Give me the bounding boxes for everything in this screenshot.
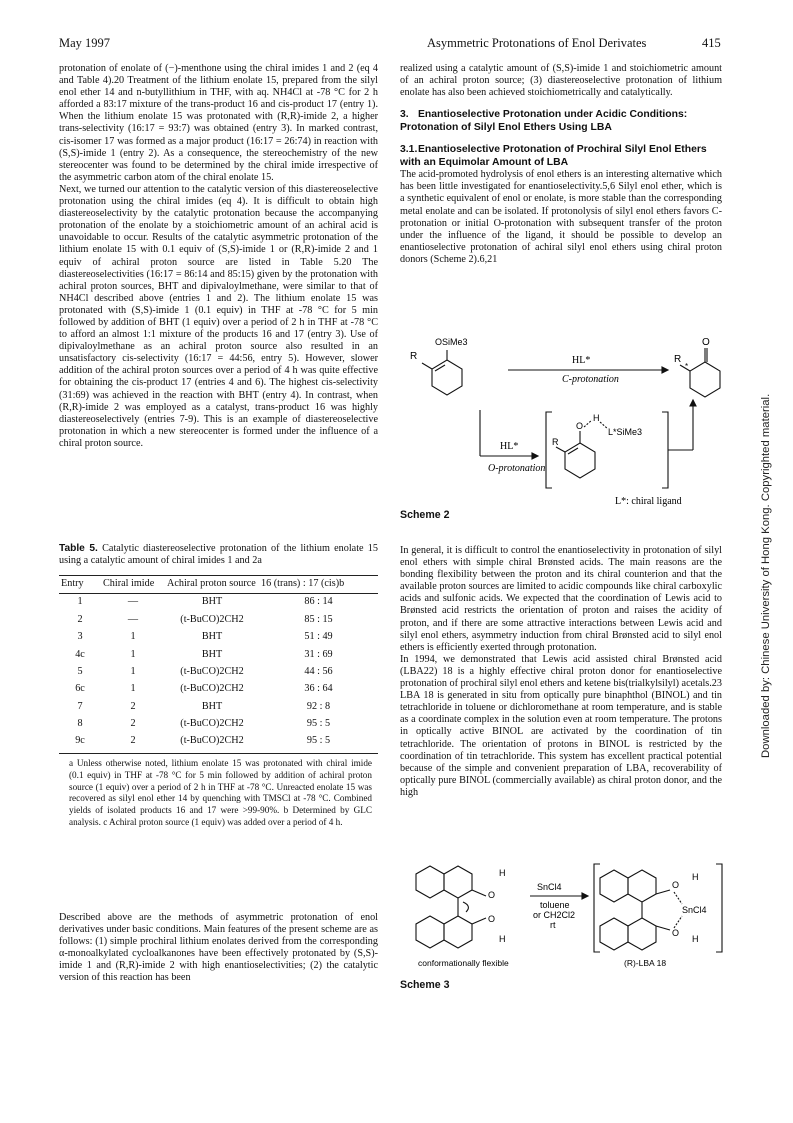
table-cell: BHT: [201, 648, 223, 660]
o-label: O: [702, 337, 710, 348]
running-header-title: Asymmetric Protonations of Enol Derivates: [427, 36, 647, 50]
o-label: O: [672, 880, 680, 890]
table-cell: 4c: [75, 648, 85, 660]
table-cell: 44 : 56: [304, 665, 333, 677]
table-row: [59, 681, 378, 698]
table-cell: —: [127, 613, 139, 625]
table-cell: 1: [130, 648, 136, 660]
table: [59, 575, 378, 754]
section-heading-3: 3. Enantioselective Protonation under Acidic Conditions: Protonation of Silyl Enol Ethers Using LBA: [400, 109, 688, 134]
table-row: [59, 646, 378, 663]
h-label: H: [499, 868, 506, 878]
r-label: R: [552, 437, 559, 447]
body-paragraph: realized using a catalytic amount of (S,S)-imide 1 and stoichiometric amount of an achiral proton source; (3) diastereoselective protonation of lithium enolate has also been achieved stoichiometrically and catalytically.: [400, 63, 722, 99]
table-cell: BHT: [201, 700, 223, 712]
table-cell: 8: [77, 718, 83, 730]
table-cell: 2: [130, 718, 136, 730]
table-cell: 6c: [75, 683, 85, 695]
o-label: O: [488, 914, 496, 924]
sncl4-label: SnCl4: [682, 905, 707, 915]
right-column-top: [400, 63, 722, 266]
naphthalene-ring: [416, 866, 444, 898]
right-column-bottom: [400, 545, 722, 799]
download-watermark: Downloaded by: Chinese University of Hong Kong. Copyrighted material.: [760, 393, 772, 758]
table-cell: BHT: [201, 596, 223, 608]
table-cell: —: [127, 596, 139, 608]
table-cell: 85 : 15: [304, 613, 333, 625]
condition-label: rt: [550, 920, 556, 930]
cyclohexene-ring: [432, 360, 462, 395]
table-cell: BHT: [201, 631, 223, 643]
body-paragraph: In general, it is difficult to control the enantioselectivity in protonation of silyl enol ethers with simple chiral Brønsted acids. The main reasons are the bonding flexibility between the proton and its chiral counterion and that the available proton sources are limited to acidic compounds like chiral carboxylic acids and sulfonic acids. We expected that the coordination of Lewis acid to Brønsted acid restricts the orientation of proton and raises the acidity of proton, and if there are some attractive interactions between Lewis acid and silyl enol ethers, asymmetry induction from chiral Brønsted acid to silyl enol ethers is efficiently exerted through protonation.: [400, 545, 722, 653]
table-cell: 1: [130, 683, 136, 695]
table-cell: 31 : 69: [304, 648, 333, 660]
table-cell: (t-BuCO)2CH2: [180, 683, 244, 695]
section-heading-3-1: 3.1.Enantioselective Protonation of Prochiral Silyl Enol Ethers with an Equimolar Amount of LBA: [400, 144, 707, 169]
o-protonation-label: O-protonation: [488, 463, 546, 474]
r-label: R: [674, 354, 682, 365]
column-header: 16 (trans) : 17 (cis)b: [261, 578, 345, 590]
table-cell: 86 : 14: [304, 596, 333, 608]
table-cell: (t-BuCO)2CH2: [180, 718, 244, 730]
solvent-label: toluene: [540, 900, 570, 910]
column-header: Chiral imide: [103, 578, 155, 590]
body-paragraph: Next, we turned our attention to the catalytic version of this diastereoselective protonation using the chiral imides (eq 4). It is difficult to obtain high diastereoselectivity by the catalytic protonation because the accompanying protonation of the enolate by a stoichiometric amount of an achiral acid is unavoidable to occur. Results of the catalytic asymmetric protonation of the lithium enolate 15 with 0.1 equiv of (S,S)-imide 1 or (R,R)-imide 2 and 1 equiv of achiral proton source are listed in Table 5.20 The diastereoselectivities (16:17 = 86:14 and 85:15) given by the protonation with achiral proton sources, BHT and dipivaloylmethane, were similar to that of NH4Cl described above (entries 1 and 2). The lithium enolate 15 was protonated with (S,S)-imide 1 (0.1 equiv) in THF at -78 °C for 5 min followed by addition of BHT (1 equiv) over a period of 2 h in THF at -78 °C to afford an almost 1:1 mixture of the products 16 and 17 (entry 3). Use of dipivaloylmethane as an achiral proton source also resulted in an unsatisfactory cis-selectivity (16:17 = 44:56, entry 5). However, slower addition of the achiral proton sources over a period of 4 h was quite effective for obtaining the cis-product 17 (entries 4 and 6). The highest cis-selectivity (31:69) was achieved in the reaction with BHT (entry 4). In contrast, when (R,R)-imide 2 was employed as a catalyst, trans-product 16 was highly diastereoselectively (entries 7-9). This is an example of diastereoselective protonation in which a new stereocenter is formed under the influence of a chiral proton source.: [59, 183, 378, 449]
intermediate-ring: [565, 443, 595, 478]
table-cell: 95 : 5: [306, 718, 331, 730]
table-cell: (t-BuCO)2CH2: [180, 665, 244, 677]
h-label: H: [692, 872, 699, 882]
table-5: [59, 543, 378, 828]
o-label: O: [672, 928, 680, 938]
table-cell: (t-BuCO)2CH2: [165, 733, 259, 754]
running-header-date: May 1997: [59, 36, 111, 50]
right-caption: (R)-LBA 18: [624, 958, 667, 968]
table-row: [59, 593, 378, 611]
c-protonation-label: C-protonation: [562, 374, 619, 385]
cyclohexanone-ring: [690, 362, 720, 397]
scheme-2-label: Scheme 2: [400, 509, 450, 521]
left-column-bottom: [59, 912, 378, 985]
table-cell: 2: [77, 613, 83, 625]
body-paragraph: Described above are the methods of asymmetric protonation of enol derivatives under basic conditions. Main features of the present scheme are as follows: (1) simple prochiral lithium enolates derived from the corresponding α-monoalkylated cycloalkanones have been effectively protonated by (S,S)-imide 1 and (R,R)-imide 2 with high enantioselectivities; (2) the catalytic version of this reaction has been: [59, 912, 378, 984]
table-cell: 3: [77, 631, 83, 643]
chiral-ligand-legend: L*: chiral ligand: [615, 496, 682, 507]
reagent-label: HL*: [572, 355, 591, 366]
o-label: O: [576, 421, 584, 431]
table-cell: 1: [77, 596, 83, 608]
column-header: Entry: [61, 578, 84, 590]
table-row: [59, 663, 378, 680]
osime3-label: OSiMe3: [435, 337, 468, 347]
reagent-label: SnCl4: [537, 882, 562, 892]
h-label: H: [593, 413, 600, 423]
table-cell: 9c: [59, 733, 101, 754]
table-row: [59, 628, 378, 645]
left-column-top: [59, 63, 378, 450]
table-cell: 92 : 8: [306, 700, 331, 712]
left-caption: conformationally flexible: [418, 958, 509, 968]
solvent-label: or CH2Cl2: [533, 910, 576, 920]
body-paragraph: The acid-promoted hydrolysis of enol ethers is an interesting alternative which has been little investigated for enantioselectivity.5,6 Silyl enol ether, which is a synthetic equivalent of enol or enolate, is more stable than the corresponding metal enolate and can be isolated. If protonolysis of silyl enol ethers favors C-protonation or initial O-protonation with subsequent transfer of the proton under the influence of the ligand, it should be possible to develop an enantioselective protonation of achiral silyl enol ethers using chiral proton donors (Scheme 2).6,21: [400, 169, 722, 265]
page-number: 415: [702, 36, 721, 50]
table-cell: 7: [77, 700, 83, 712]
stereocenter-star: *: [685, 362, 689, 371]
table-row: [59, 733, 378, 754]
table-row: [59, 698, 378, 715]
table-cell: 51 : 49: [304, 631, 333, 643]
reagent-label: HL*: [500, 441, 519, 452]
l-sime3-label: L*SiMe3: [608, 427, 643, 437]
table-cell: 5: [77, 665, 83, 677]
scheme-3-label: Scheme 3: [400, 979, 450, 991]
column-header: Achiral proton source: [167, 578, 256, 590]
o-label: O: [488, 890, 496, 900]
body-paragraph: protonation of enolate of (−)-menthone using the chiral imides 1 and 2 (eq 4 and Table 4).20 Treatment of the lithium enolate 15, prepared from the silyl enol ether 14 and n-butyllithium in THF, with aq. NH4Cl at -78 °C for 2 h afforded a 83:17 mixture of the trans-product 16 and cis-product 17 (entry 1). When the lithium enolate 15 was protonated with (R,R)-imide 2, a higher trans-selectivity (16:17 = 93:7) was obtained (entry 3). In marked contrast, cis-isomer 17 was formed as a major product (16:17 = 26:74) in reaction with (S,S)-imide 1 (entry 2). As a consequence, the stereochemistry of the new stereocenter was found to be determined by the chiral imide irrespective of the asymmetric carbon atom of the chiral enolate 15.: [59, 63, 378, 183]
table-cell: 36 : 64: [304, 683, 333, 695]
r-label: R: [410, 351, 418, 362]
table-cell: 1: [130, 665, 136, 677]
body-paragraph: In 1994, we demonstrated that Lewis acid assisted chiral Brønsted acid (LBA22) 18 is a highly effective chiral proton donor for enantioselective protonation of prochiral silyl enol ethers and ketene bis(trialkylsilyl) acetals.23 LBA 18 is generated in situ from optically pure binaphthol (BINOL) and tin tetrachloride in toluene or dichloromethane at room temperature, and is stable as a coordinate complex in the solution even at room temperature. The protons in optically active BINOL are activated by the coordination of tin tetrachloride. The orientation of protons in BINOL is restricted by the coordination of tin tetrachloride. This system has excellent practical potential because of the simple and convenient preparation of LBA, recoverability of optically pure BINOL (commercially available) as chiral proton donor, and the high: [400, 653, 722, 798]
table-row: [59, 715, 378, 732]
table-cell: (t-BuCO)2CH2: [180, 613, 244, 625]
table-cell: 1: [130, 631, 136, 643]
table-cell: 2: [101, 733, 165, 754]
table-cell: 2: [130, 700, 136, 712]
h-label: H: [692, 934, 699, 944]
scheme-2-diagram: [400, 328, 730, 523]
scheme-3-diagram: [400, 858, 730, 968]
h-label: H: [499, 934, 506, 944]
table-footnote: a Unless otherwise noted, lithium enolate 15 was protonated with chiral imide (0.1 equiv) in THF at -78 °C for 5 min followed by addition of achiral proton source (1 equiv) over a period of 2 h in THF at -78 °C. Unreacted enolate 15 was recovered as silyl enol ether 14 by quenching with TMSCl at -78 °C. Combined yields of isolated products 16 and 17 were >99-90%. b Determined by GLC analysis. c Achiral proton source (1 equiv) was added over a period of 4 h.: [69, 758, 372, 827]
table-cell: 95 : 5: [259, 733, 378, 754]
table-caption: Table 5. Catalytic diastereoselective protonation of the lithium enolate 15 using a catalytic amount of chiral imides 1 and 2a: [59, 543, 378, 567]
table-row: [59, 611, 378, 628]
